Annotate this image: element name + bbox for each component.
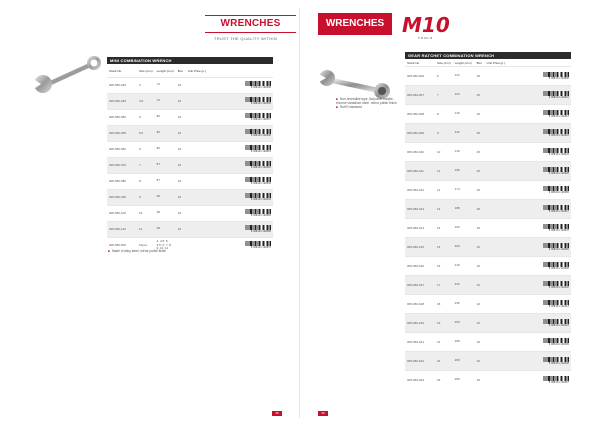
cell-barcode	[485, 332, 571, 351]
cell-length: 82	[155, 141, 176, 157]
cell-stock-no: 005-050-019	[405, 313, 435, 332]
cell-size: 17	[435, 275, 453, 294]
barcode	[188, 81, 271, 89]
barcode	[487, 376, 569, 384]
col-box: Box	[476, 60, 482, 65]
cell-size: 10pcs	[137, 237, 155, 253]
cell-length: 130	[453, 104, 475, 123]
col-stock-no: Stock No.	[407, 60, 421, 65]
mini-combination-wrench-image	[26, 54, 106, 98]
barcode-number: 8 968104 128438	[250, 86, 271, 89]
cell-length: 87	[155, 173, 176, 189]
cell-barcode	[186, 125, 273, 141]
page-number-right: 39	[318, 411, 328, 416]
barcode-number: 8 968104 129912	[548, 114, 569, 118]
cell-box: 10	[176, 109, 186, 125]
cell-barcode	[186, 109, 273, 125]
cell-stock-no: 005-050-008	[405, 104, 435, 123]
barcode-number: 8 968104 130024	[548, 323, 569, 327]
cell-box: 10	[176, 125, 186, 141]
cell-size: 9	[137, 189, 155, 205]
cell-barcode	[485, 256, 571, 275]
cell-box: 10	[475, 237, 485, 256]
cell-stock-no: 005-050-009	[405, 123, 435, 142]
barcode	[487, 224, 569, 232]
barcode	[188, 113, 271, 121]
barcode-number: 8 968104 130013	[548, 304, 569, 308]
cell-box: 10	[475, 370, 485, 389]
table-row	[107, 141, 273, 157]
cell-box: 10	[176, 221, 186, 237]
cell-length: 149	[453, 142, 475, 161]
col-size: Size (mm)	[437, 60, 451, 65]
cell-size: 8	[435, 104, 453, 123]
cell-stock-no: 005-050-011	[405, 161, 435, 180]
barcode	[487, 338, 569, 346]
barcode	[487, 262, 569, 270]
cell-stock-no: 005-050-013	[405, 199, 435, 218]
cell-barcode	[485, 161, 571, 180]
mini-combination-note	[108, 249, 268, 253]
barcode-number: 8 968104 128656	[250, 214, 271, 217]
col-box: Box	[177, 68, 183, 73]
cell-stock-no: 005-050-080	[107, 173, 137, 189]
cell-box: 10	[475, 294, 485, 313]
cell-stock-no: 005-050-016	[405, 256, 435, 275]
barcode	[188, 177, 271, 185]
cell-length: 295	[453, 370, 475, 389]
cell-box: 10	[475, 332, 485, 351]
cell-box: 10	[176, 93, 186, 109]
cell-size: 14	[435, 218, 453, 237]
barcode-number: 8 968104 130046	[548, 361, 569, 365]
cell-size: 4.5	[137, 93, 155, 109]
cell-stock-no: 005-050-000	[107, 237, 137, 253]
table-row	[405, 313, 571, 332]
cell-size: 9	[435, 123, 453, 142]
table-row	[405, 66, 571, 85]
cell-length: 82	[155, 109, 176, 125]
barcode	[487, 319, 569, 327]
barcode	[487, 91, 569, 99]
barcode-number: 8 968104 129978	[548, 228, 569, 232]
cell-barcode	[485, 104, 571, 123]
cell-length: 158	[453, 161, 475, 180]
cell-box: 10	[176, 173, 186, 189]
cell-size: 11	[435, 161, 453, 180]
cell-size: 11	[137, 221, 155, 237]
cell-stock-no: 005-050-110	[107, 221, 137, 237]
barcode-number: 8 968104 129967	[548, 209, 569, 213]
barcode-number: 8 968104 128506	[250, 102, 271, 105]
cell-barcode	[485, 180, 571, 199]
cell-size: 22	[435, 351, 453, 370]
gear-ratchet-table	[405, 60, 571, 389]
cell-length: 268	[453, 332, 475, 351]
barcode	[487, 72, 569, 80]
barcode	[487, 148, 569, 156]
cell-stock-no: 005-050-090	[107, 189, 137, 205]
cell-barcode	[485, 275, 571, 294]
cell-box: 10	[475, 351, 485, 370]
table-row	[107, 93, 273, 109]
cell-box: 25	[475, 199, 485, 218]
table-row	[405, 370, 571, 389]
col-unit-price: Unit Price (p.)	[486, 60, 506, 65]
cell-size: 6	[435, 66, 453, 85]
barcode-number: 8 968104 128632	[250, 182, 271, 185]
barcode-number: 8 968104 128668	[250, 230, 271, 233]
barcode	[188, 225, 271, 233]
table-row	[107, 189, 273, 205]
cell-length: 200	[453, 237, 475, 256]
cell-size: 13	[435, 199, 453, 218]
cell-stock-no: 005-050-050	[107, 109, 137, 125]
cell-barcode	[485, 294, 571, 313]
cell-size: 10	[435, 142, 453, 161]
cell-box: 10	[475, 313, 485, 332]
barcode-number: 8 968104 130057	[548, 380, 569, 384]
gear-ratchet-section-title: GEAR RATCHET COMBINATION WRENCH	[405, 52, 571, 59]
cell-length: 95	[155, 189, 176, 205]
cell-stock-no: 005-050-012	[405, 180, 435, 199]
col-length: Length (mm)	[454, 60, 472, 65]
cell-box: 25	[475, 161, 485, 180]
cell-barcode	[186, 77, 273, 93]
tagline: TRUST THE QUALITY WITHIN	[214, 36, 277, 41]
cell-length: 174	[453, 180, 475, 199]
table-row	[405, 85, 571, 104]
mini-combination-table	[107, 65, 273, 253]
cell-length: 110	[453, 85, 475, 104]
barcode-number: 8 968104 129990	[548, 266, 569, 270]
barcode-number: 8 968104 128620	[250, 166, 271, 169]
cell-stock-no: 005-050-023	[405, 370, 435, 389]
barcode-number: 8 968104 130002	[548, 285, 569, 289]
cell-length: 72	[155, 93, 176, 109]
left-page-title: WRENCHES	[205, 15, 296, 33]
cell-length: 82	[155, 125, 176, 141]
cell-barcode	[186, 189, 273, 205]
barcode	[487, 281, 569, 289]
mini-combination-section-title: MINI COMBINATION WRENCH	[107, 57, 273, 64]
barcode-number: 8 968104 129890	[548, 76, 569, 80]
col-length: Length (mm)	[156, 68, 174, 73]
cell-stock-no: 005-050-014	[405, 218, 435, 237]
barcode-number: 8 968104 128619	[250, 150, 271, 153]
barcode	[487, 205, 569, 213]
note-item	[336, 97, 400, 105]
cell-length: 99	[155, 221, 176, 237]
cell-barcode	[186, 173, 273, 189]
cell-stock-no: 005-050-022	[405, 351, 435, 370]
cell-size: 7	[435, 85, 453, 104]
table-row	[405, 199, 571, 218]
table-row	[107, 125, 273, 141]
note-text: RoHS standard	[339, 105, 362, 110]
cell-length: 188	[453, 199, 475, 218]
cell-size: 7	[137, 157, 155, 173]
page-spread-divider	[299, 8, 300, 418]
table-row	[405, 123, 571, 142]
cell-box: 10	[176, 157, 186, 173]
cell-barcode	[485, 199, 571, 218]
col-size: Size (mm)	[139, 68, 153, 73]
table-row	[405, 104, 571, 123]
table-row	[107, 77, 273, 93]
barcode-number: 8 968104 128608	[250, 134, 271, 137]
barcode	[487, 300, 569, 308]
barcode-number: 8 968104 128670	[250, 246, 271, 250]
cell-stock-no: 005-050-100	[107, 205, 137, 221]
barcode	[188, 209, 271, 217]
cell-barcode	[485, 313, 571, 332]
cell-length: 4, 4.5, 5, 5.5, 6, 7, 8, 9, 10, 11	[155, 237, 176, 253]
bullet-icon: ■	[336, 97, 338, 101]
barcode	[188, 145, 271, 153]
cell-size: 23	[435, 370, 453, 389]
note-text: Non-reversible type, flat panel handle, chrome vanadium steel, mirror polish finish	[336, 97, 397, 106]
cell-size: 15	[435, 237, 453, 256]
col-unit-price: Unit Price (p.)	[187, 68, 207, 73]
cell-size: 4	[137, 77, 155, 93]
cell-box: 25	[475, 85, 485, 104]
barcode-number: 8 968104 129934	[548, 152, 569, 156]
cell-barcode	[485, 142, 571, 161]
cell-box: 25	[475, 104, 485, 123]
cell-barcode	[485, 85, 571, 104]
cell-box: 10	[475, 275, 485, 294]
cell-length: 250	[453, 313, 475, 332]
note-item	[336, 105, 400, 109]
cell-size: 19	[435, 313, 453, 332]
cell-length: 142	[453, 123, 475, 142]
note-text: Made of alloy steel, mirror polish finish	[111, 249, 167, 253]
cell-stock-no: 005-050-015	[405, 237, 435, 256]
barcode-number: 8 968104 130035	[548, 342, 569, 346]
cell-length: 193	[453, 218, 475, 237]
cell-box: 10	[176, 205, 186, 221]
barcode-number: 8 968104 128644	[250, 198, 271, 201]
cell-size: 21	[435, 332, 453, 351]
cell-size: 10	[137, 205, 155, 221]
col-stock-no: Stock No.	[109, 68, 123, 73]
cell-barcode	[485, 351, 571, 370]
cell-box: 25	[475, 123, 485, 142]
barcode-number: 8 968104 129945	[548, 171, 569, 175]
right-page-title: WRENCHES	[318, 13, 392, 35]
bullet-icon: ■	[108, 249, 110, 253]
table-row	[405, 275, 571, 294]
cell-stock-no: 005-050-070	[107, 157, 137, 173]
cell-box: 10	[176, 77, 186, 93]
cell-size: 12	[435, 180, 453, 199]
barcode	[487, 357, 569, 365]
cell-box: 10	[475, 256, 485, 275]
cell-box: 25	[475, 180, 485, 199]
table-row	[107, 173, 273, 189]
cell-barcode	[485, 123, 571, 142]
cell-barcode	[186, 157, 273, 173]
bullet-icon: ■	[336, 105, 338, 110]
barcode	[487, 167, 569, 175]
cell-barcode	[485, 218, 571, 237]
page-number-left: 38	[272, 411, 282, 416]
barcode	[188, 193, 271, 201]
cell-length: 110	[453, 66, 475, 85]
cell-length: 87	[155, 157, 176, 173]
cell-size: 5.5	[137, 125, 155, 141]
cell-size: 6	[137, 141, 155, 157]
table-row	[405, 351, 571, 370]
cell-size: 18	[435, 294, 453, 313]
cell-box: 10	[176, 189, 186, 205]
barcode	[487, 243, 569, 251]
cell-size: 5	[137, 109, 155, 125]
cell-barcode	[186, 221, 273, 237]
table-row	[405, 180, 571, 199]
cell-barcode	[485, 66, 571, 85]
barcode	[487, 129, 569, 137]
cell-length: 95	[155, 205, 176, 221]
cell-length: 283	[453, 351, 475, 370]
table-row	[107, 157, 273, 173]
cell-stock-no: 005-050-010	[405, 142, 435, 161]
cell-stock-no: 005-050-045	[107, 93, 137, 109]
cell-box: 25	[475, 142, 485, 161]
table-row	[405, 237, 571, 256]
barcode	[188, 129, 271, 137]
barcode-number: 8 968104 129956	[548, 190, 569, 194]
cell-stock-no: 005-050-060	[107, 141, 137, 157]
cell-barcode	[186, 93, 273, 109]
cell-length: 235	[453, 294, 475, 313]
barcode-number: 8 968104 129989	[548, 247, 569, 251]
cell-stock-no: 005-050-006	[405, 66, 435, 85]
barcode-number: 8 968104 129923	[548, 133, 569, 137]
cell-length: 222	[453, 275, 475, 294]
table-row	[405, 332, 571, 351]
cell-stock-no: 005-050-007	[405, 85, 435, 104]
barcode	[188, 97, 271, 105]
logo-subtitle: TOOLS	[418, 36, 434, 40]
cell-box: 10	[475, 218, 485, 237]
table-row	[405, 256, 571, 275]
cell-stock-no: 005-050-018	[405, 294, 435, 313]
cell-barcode	[186, 205, 273, 221]
table-row	[405, 142, 571, 161]
cell-barcode	[485, 237, 571, 256]
table-row	[107, 221, 273, 237]
gear-ratchet-notes	[336, 97, 400, 110]
table-row	[405, 218, 571, 237]
table-row	[405, 161, 571, 180]
table-row	[405, 294, 571, 313]
cell-box: 10	[176, 141, 186, 157]
cell-barcode	[186, 141, 273, 157]
cell-length: 210	[453, 256, 475, 275]
table-row	[107, 109, 273, 125]
brand-logo	[398, 12, 450, 42]
cell-barcode	[485, 370, 571, 389]
barcode-number: 8 968104 128507	[250, 118, 271, 121]
cell-stock-no: 005-050-055	[107, 125, 137, 141]
barcode	[487, 110, 569, 118]
cell-length: 72	[155, 77, 176, 93]
cell-size: 8	[137, 173, 155, 189]
barcode-number: 8 968104 129901	[548, 95, 569, 99]
cell-stock-no: 005-050-021	[405, 332, 435, 351]
table-header-row	[107, 65, 273, 77]
cell-stock-no: 005-050-040	[107, 77, 137, 93]
barcode	[487, 186, 569, 194]
barcode	[188, 161, 271, 169]
cell-box: 25	[475, 66, 485, 85]
cell-size: 16	[435, 256, 453, 275]
cell-stock-no: 005-050-017	[405, 275, 435, 294]
logo-mark: M10	[402, 13, 450, 37]
table-row	[107, 205, 273, 221]
